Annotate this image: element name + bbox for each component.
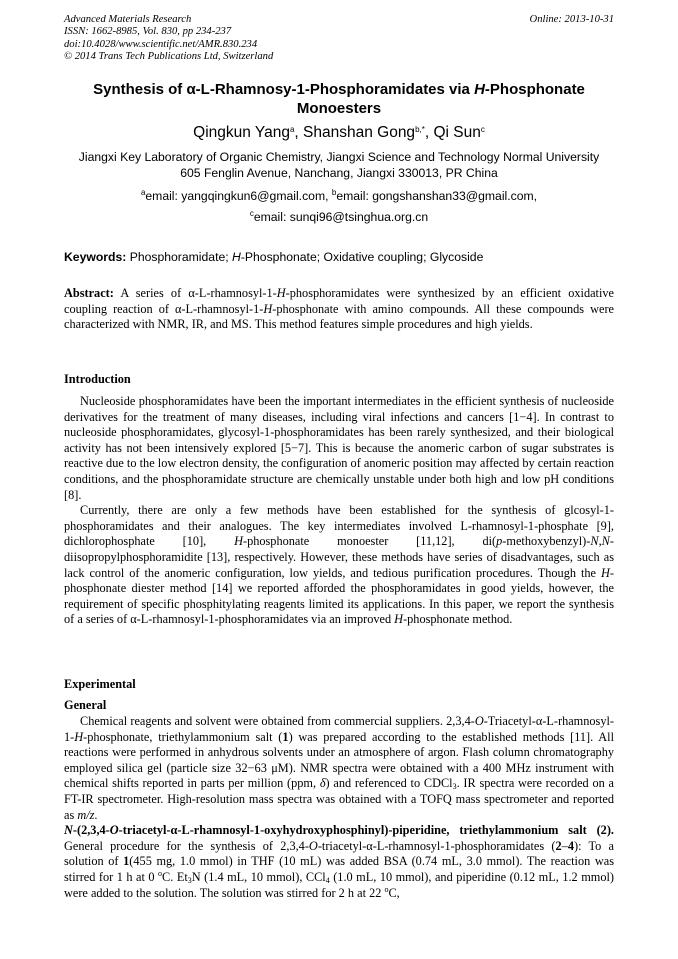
journal-name: Advanced Materials Research — [64, 14, 192, 25]
email-link-c[interactable]: email: sunqi96@tsinghua.org.cn — [253, 210, 429, 224]
issn: ISSN: 1662-8985, Vol. 830, pp 234-237 — [64, 26, 232, 38]
email-link-b[interactable]: email: gongshanshan33@gmail.com, — [336, 189, 538, 203]
experimental-heading: Experimental — [64, 677, 136, 691]
experimental-body — [64, 714, 614, 901]
paper-title: Synthesis of α-L-Rhamnosy-1-Phosphoramidates via H-Phosphonate Monoesters — [93, 81, 585, 117]
journal-header — [64, 14, 273, 63]
introduction-heading: Introduction — [64, 372, 131, 386]
general-paragraph: Chemical reagents and solvent were obtained from commercial suppliers. 2,3,4-O-Triacetyl-α-L-rhamnosyl-1-H-phosphonate, triethylammonium salt (1) was prepared according to the established methods [11]. All reactions were performed in anhydrous solvents under an atmosphere of argon. Flash column chromatography employed silica gel (particle size 32−63 μM). NMR spectra were obtained with a 400 MHz instrument with chemical shifts reported in parts per million (ppm, δ) and referenced to CDCl$_3$. IR spectra were recorded on a FT-IR spectrometer. High-resolution mass spectra was obtained with a TOFQ mass spectrometer and reported as m/z. — [64, 714, 614, 822]
keywords: Keywords: Phosphoramidate; H-Phosphonate; Oxidative coupling; Glycoside — [64, 250, 484, 264]
compound-2-procedure: N-(2,3,4-O-triacetyl-α-L-rhamnosyl-1-oxyhydroxyphosphinyl)-piperidine, triethylammonium salt (2). General procedure for the synthesis of 2,3,4-O-triacetyl-α-L-rhamnosyl-1-phosphoramidates (2–4): To a solution of 1(455 mg, 1.0 mmol) in THF (10 mL) was added BSA (0.74 mL, 3.0 mmol). The reaction was stirred for 1 h at 0 $^o$C. $Et_3N$ (1.4 mL, 10 mmol), CCl$_4$ (1.0 mL, 10 mmol), and piperidine (0.12 mL, 1.2 mmol) were added to the solution. The solution was stirred for 2 h at 22 $^o$C, — [64, 823, 615, 900]
online-date: Online: 2013-10-31 — [529, 14, 614, 25]
intro-paragraph-2: Currently, there are only a few methods have been established for the synthesis of glcosyl-1-phosphoramidates and their analogues. The key intermediates involved L-rhamnosyl-1-phosphate [9], dichlorophosphate [10], H-phosphonate monoester [11,12], di(p-methoxybenzyl)-N,N-diisopropylphosphoramidite [13], respectively. However, these methods have series of disadvantages, such as lack control of the anomeric configuration, low yields, and tedious purification procedures. Though the H-phosphonate diester method [14] we reported afforded the phosphoramidates in good yields, however, the requirement of specific phosphitylating reagents limited its applications. In this paper, we report the synthesis of a series of α-L-rhamnosyl-1-phosphoramidates via an improved H-phosphonate method. — [64, 503, 614, 627]
general-subheading: General — [64, 698, 107, 712]
author-list: Qingkun Yang$^a$, Shanshan Gong$^{b,*}$, Qi Sun$^c$ — [193, 124, 485, 141]
author-emails: $^a$email: yangqingkun6@gmail.com, $^b$email: gongshanshan33@gmail.com, $^c$email: sunqi96@tsinghua.org.cn — [140, 188, 538, 224]
copyright: © 2014 Trans Tech Publications Ltd, Switzerland — [64, 50, 274, 62]
doi: doi:10.4028/www.scientific.net/AMR.830.234 — [64, 38, 258, 50]
email-link-a[interactable]: email: yangqingkun6@gmail.com, — [145, 189, 332, 203]
introduction-body — [64, 394, 614, 628]
affiliation: Jiangxi Key Laboratory of Organic Chemistry, Jiangxi Science and Technology Normal University 605 Fenglin Avenue, Nanchang, Jiangxi 330013, PR China — [78, 150, 600, 180]
abstract: Abstract: A series of α-L-rhamnosyl-1-H-phosphoramidates were synthesized by an efficient oxidative coupling reaction of α-L-rhamnosyl-1-H-phosphonate with amino compounds. All these compounds were characterized with NMR, IR, and MS. This method features simple procedures and high yields. — [64, 286, 614, 332]
intro-paragraph-1: Nucleoside phosphoramidates have been the important intermediates in the efficient synthesis of nucleoside derivatives for the treatment of many diseases, including viral infections and cancers [1−4]. In contrast to nucleoside phosphoramidates, glycosyl-1-phosphoramidates has been rarely synthesized, and their biological activity has not been intensively explored [5−7]. This is because the anomeric carbon of sugar substrates is reactive due to the low electron density, the configuration of anomeric position may affected by certain reaction conditions, and the phosphoramidate structure are chemically unstable under both high and low pH conditions [8]. — [64, 394, 614, 502]
